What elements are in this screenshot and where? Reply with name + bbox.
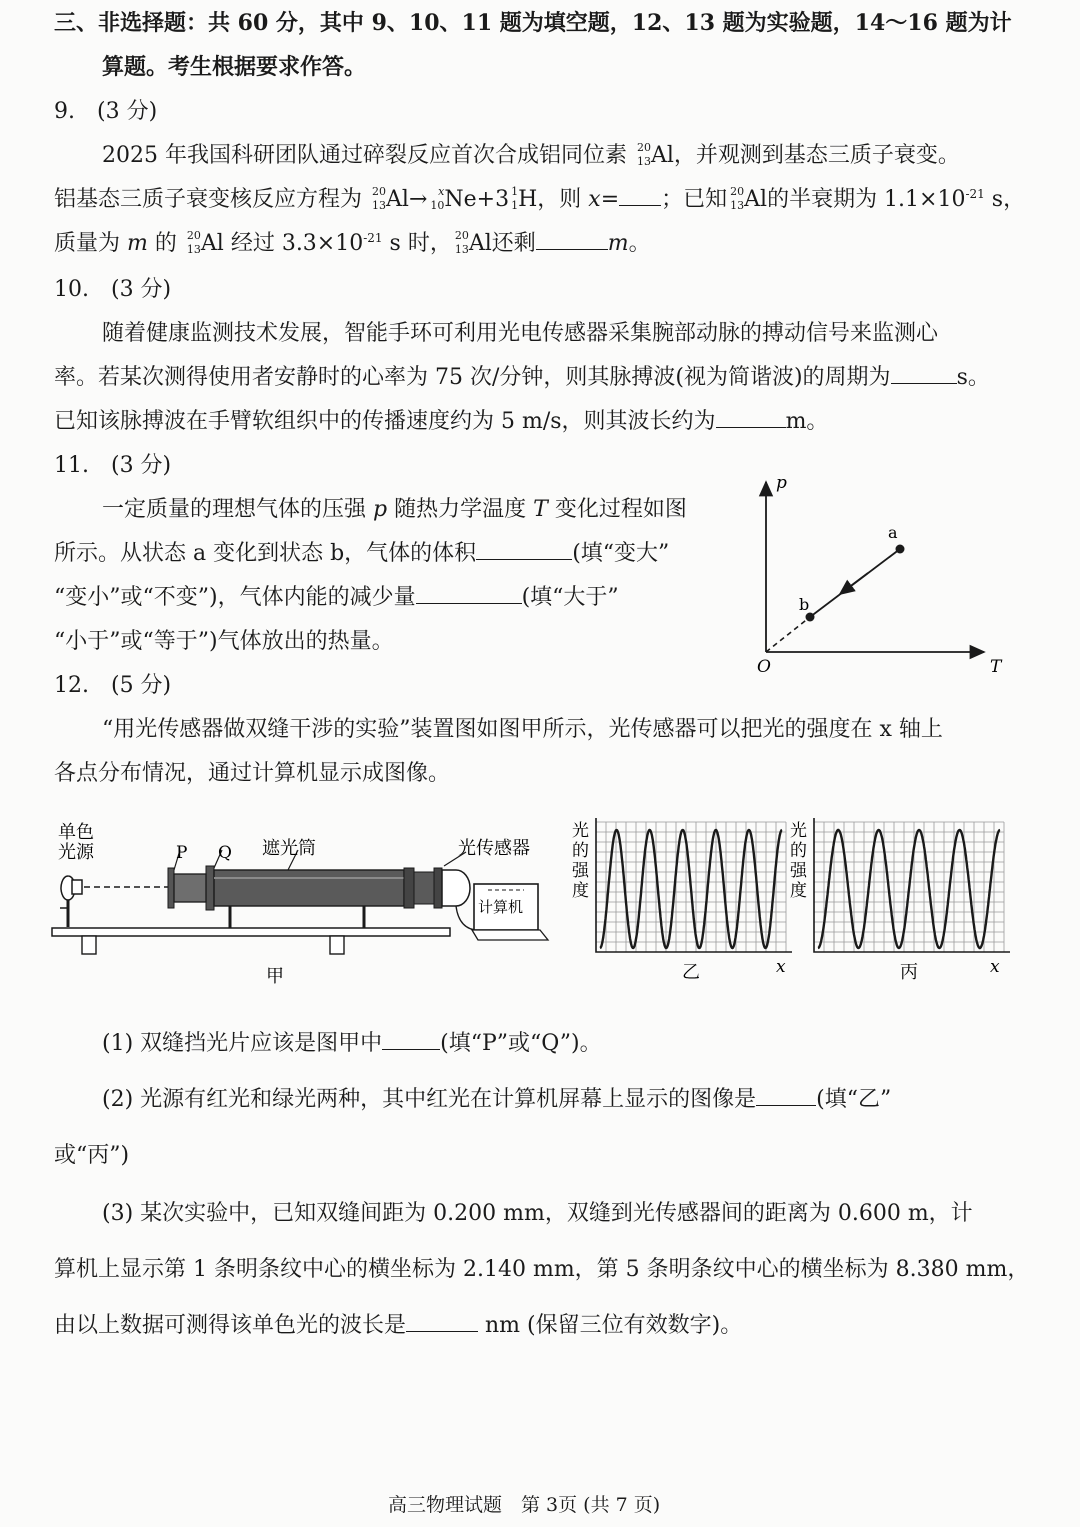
q11-pt-graph xyxy=(740,470,1020,680)
q10-blank-period[interactable] xyxy=(891,363,957,384)
optical-rail xyxy=(52,928,450,936)
fig-jia-caption: 甲 xyxy=(266,966,284,987)
fig-bing-graph xyxy=(788,816,1016,988)
direction-arrow xyxy=(840,573,868,594)
q12-blank-3[interactable] xyxy=(406,1311,478,1332)
tube-label: 遮光筒 xyxy=(262,838,316,859)
fig-yi-wave xyxy=(600,830,782,948)
q9-line2: 铝基态三质子衰变核反应方程为 20 13 Al→ x 10 Ne+3 1 1 H，则 x= ；已知 20 13 Al的半衰期为 $1.1\times 10^{-21}$ s， xyxy=(54,185,1026,212)
light-sensor xyxy=(442,870,470,906)
fig-bing-caption: 丙 xyxy=(900,962,918,983)
q9-line1: 2025 年我国科研团队通过碎裂反应首次合成铝同位素 20 13 Al，并观测到基态三质子衰变。 xyxy=(102,141,960,168)
light-shield-tube xyxy=(214,870,404,906)
q12-sub3-line1: (3) 某次实验中，已知双缝间距为 0.200 mm，双缝到光传感器间的距离为 0.600 m，计 xyxy=(102,1201,973,1226)
q12-sub3-line3: 由以上数据可测得该单色光的波长是 nm (保留三位有效数字)。 xyxy=(54,1313,743,1338)
q9-header: 9. (3 分) xyxy=(54,99,158,124)
fig-bing-ylabel-2: 强 xyxy=(790,861,807,881)
q12-sub2-cont: 或“丙”) xyxy=(54,1143,130,1168)
fig-yi-ylabel-2: 强 xyxy=(572,861,589,881)
q11-blank-energy[interactable] xyxy=(416,583,522,604)
fig-yi-xlabel: x xyxy=(776,957,786,977)
origin-label: O xyxy=(757,657,771,677)
q10-line3: 已知该脉搏波在手臂软组织中的传播速度约为 5 m/s，则其波长约为 m。 xyxy=(54,409,829,434)
fig-jia-apparatus xyxy=(48,812,558,992)
q11-header: 11. (3 分) xyxy=(54,453,172,478)
extension-dashed xyxy=(766,617,810,652)
q10-line1: 随着健康监测技术发展，智能手环可利用光电传感器采集腕部动脉的搏动信号来监测心 xyxy=(102,321,939,346)
q12-header: 12. (5 分) xyxy=(54,673,172,698)
fig-yi-ylabel-3: 度 xyxy=(572,881,589,901)
fig-bing-xlabel: x xyxy=(990,957,1000,977)
q12-sub3-line2: 算机上显示第 1 条明条纹中心的横坐标为 2.140 mm，第 5 条明条纹中心的横坐标为 8.380 mm， xyxy=(54,1257,1030,1282)
sensor-label: 光传感器 xyxy=(458,838,530,859)
q12-line2: 各点分布情况，通过计算机显示成图像。 xyxy=(54,761,451,786)
Q-holder xyxy=(206,866,214,910)
q9-line3: 质量为 m 的 20 13 Al 经过 $3.3\times 10^{-21}$ s 时， 20 13 Al还剩 m。 xyxy=(54,229,651,256)
q9-blank-x[interactable] xyxy=(619,185,661,206)
Q-label: Q xyxy=(218,843,232,863)
P-holder xyxy=(168,868,174,908)
q11-blank-volume[interactable] xyxy=(476,539,572,560)
fig-bing-ylabel-3: 度 xyxy=(790,881,807,901)
q9-blank-remaining[interactable] xyxy=(536,229,608,250)
q11-line1: 一定质量的理想气体的压强 p 随热力学温度 T 变化过程如图 xyxy=(102,497,687,522)
q11-line3: “变小”或“不变”)，气体内能的减少量 (填“大于” xyxy=(54,585,619,610)
P-label: P xyxy=(176,843,188,863)
t-axis-label: T xyxy=(990,657,1002,677)
section-heading-line2: 算题。考生根据要求作答。 xyxy=(102,54,367,80)
point-a-label: a xyxy=(888,523,898,542)
computer-label: 计算机 xyxy=(478,898,524,916)
fig-yi-caption: 乙 xyxy=(682,962,700,983)
page-footer: 高三物理试题 第 3页 (共 7 页) xyxy=(388,1494,661,1516)
fig-bing-wave xyxy=(818,830,1000,948)
source-label-2: 光源 xyxy=(58,842,94,863)
q12-blank-1[interactable] xyxy=(382,1029,440,1050)
q11-line2: 所示。从状态 a 变化到状态 b，气体的体积 (填“变大” xyxy=(54,541,670,566)
fig-yi-graph xyxy=(570,816,798,988)
point-b-label: b xyxy=(799,595,810,614)
fig-yi-ylabel-0: 光 xyxy=(572,821,589,841)
fig-bing-grid xyxy=(814,818,1010,952)
p-axis-label: p xyxy=(776,473,787,493)
q11-line4: “小于”或“等于”)气体放出的热量。 xyxy=(54,629,394,654)
q12-line1: “用光传感器做双缝干涉的实验”装置图如图甲所示，光传感器可以把光的强度在 x 轴上 xyxy=(102,717,943,742)
point-a xyxy=(896,545,905,554)
fig-bing-ylabel-1: 的 xyxy=(790,841,807,861)
q10-line2: 率。若某次测得使用者安静时的心率为 75 次/分钟，则其脉搏波(视为简谐波)的周期为 s。 xyxy=(54,365,990,390)
section-heading-line1: 三、非选择题：共 60 分，其中 9、10、11 题为填空题，12、13 题为实验题，14～16 题为计 xyxy=(54,10,1012,36)
fig-bing-ylabel-0: 光 xyxy=(790,821,807,841)
q10-header: 10. (3 分) xyxy=(54,277,172,302)
q12-sub1: (1) 双缝挡光片应该是图甲中 (填“P”或“Q”)。 xyxy=(102,1031,602,1056)
fig-yi-ylabel-1: 的 xyxy=(572,841,589,861)
q12-blank-2[interactable] xyxy=(756,1085,816,1106)
iso-al: 20 13 xyxy=(636,141,651,168)
q12-sub2: (2) 光源有红光和绿光两种，其中红光在计算机屏幕上显示的图像是 (填“乙” xyxy=(102,1087,892,1112)
source-label-1: 单色 xyxy=(58,822,94,843)
q10-blank-wavelength[interactable] xyxy=(716,407,786,428)
